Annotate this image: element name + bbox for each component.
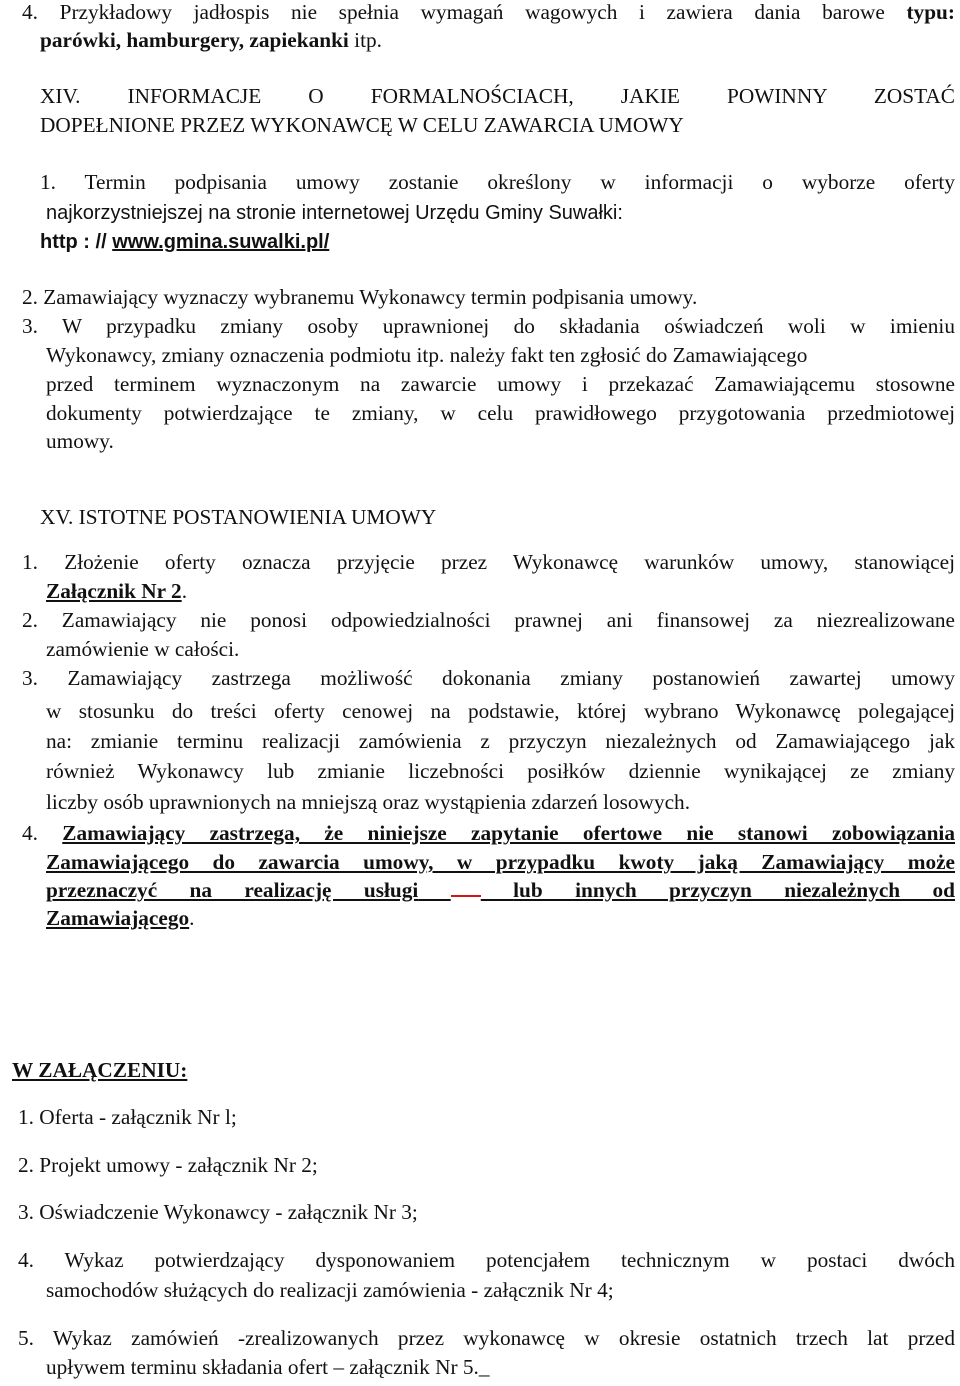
- section-xiv-item-1-line-1: 1. Termin podpisania umowy zostanie określony w informacji o wyborze oferty: [40, 170, 955, 194]
- section-xiv-item-3-line-1: 3. W przypadku zmiany osoby uprawnionej do składania oświadczeń woli w imieniu: [22, 314, 955, 338]
- section-xv-item-1-line-1: 1. Złożenie oferty oznacza przyjęcie przez Wykonawcę warunków umowy, stanowiącej: [22, 550, 955, 574]
- section-xiv-item-3-line-4: dokumenty potwierdzające te zmiany, w celu prawidłowego przygotowania przedmiotowej: [46, 401, 955, 425]
- section-xiv-heading-line-2: DOPEŁNIONE PRZEZ WYKONAWCĘ W CELU ZAWARCIA UMOWY: [40, 113, 684, 137]
- section-xv-item-3-line-4: również Wykonawcy lub zmianie liczebności posiłków dziennie wynikającej ze zmiany: [46, 759, 955, 783]
- section-xv-item-4-line-2: Zamawiającego do zawarcia umowy, w przypadku kwoty jaką Zamawiający może: [46, 850, 955, 874]
- section-xiv-item-3-line-2: Wykonawcy, zmiany oznaczenia podmiotu itp. należy fakt ten zgłosić do Zamawiającego: [46, 343, 808, 367]
- section-xiv-item-2: 2. Zamawiający wyznaczy wybranemu Wykonawcy termin podpisania umowy.: [22, 285, 698, 309]
- section-xv-item-2-line-1: 2. Zamawiający nie ponosi odpowiedzialności prawnej ani finansowej za niezrealizowane: [22, 608, 955, 632]
- section-xv-item-4-line-1: 4. Zamawiający zastrzega, że niniejsze zapytanie ofertowe nie stanowi zobowiązania: [22, 821, 956, 845]
- section-xv-item-1-line-2: Załącznik Nr 2.: [46, 579, 188, 603]
- attachment-item-4-line-1: 4. Wykaz potwierdzający dysponowaniem potencjałem technicznym w postaci dwóch: [18, 1248, 955, 1272]
- section-xv-item-3-line-5: liczby osób uprawnionych na mniejszą oraz wystąpienia zdarzeń losowych.: [46, 790, 691, 814]
- gmina-website-link[interactable]: www.gmina.suwalki.pl/: [112, 231, 330, 253]
- section-xiv-item-3-line-3: przed terminem wyznaczonym na zawarcie umowy i przekazać Zamawiającemu stosowne: [46, 372, 955, 396]
- section-xv-item-2-line-2: zamówienie w całości.: [46, 637, 240, 661]
- attachment-2-reference: Załącznik Nr 2: [46, 579, 182, 603]
- section-xv-item-4-line-3: przeznaczyć na realizację usługi lub innych przyczyn niezależnych od: [46, 878, 956, 902]
- section-xv-item-3-line-2: w stosunku do treści oferty cenowej na podstawie, której wybrano Wykonawcę polegającej: [46, 699, 955, 723]
- section-xv-item-3-line-1: 3. Zamawiający zastrzega możliwość dokonania zmiany postanowień zawartej umowy: [22, 666, 955, 690]
- section-xv-item-3-line-3: na: zmianie terminu realizacji zamówienia z przyczyn niezależnych od Zamawiającego jak: [46, 729, 955, 753]
- section-xiv-heading-line-1: XIV. INFORMACJE O FORMALNOŚCIACH, JAKIE POWINNY ZOSTAĆ: [40, 84, 955, 108]
- menu-requirement-line-2: parówki, hamburgery, zapiekanki itp.: [40, 28, 382, 52]
- menu-requirement-line-1: 4. Przykładowy jadłospis nie spełnia wymagań wagowych i zawiera dania barowe typu:: [22, 0, 955, 24]
- attachment-item-3: 3. Oświadczenie Wykonawcy - załącznik Nr 3;: [18, 1200, 418, 1224]
- section-xiv-item-1-url-line: http : // www.gmina.suwalki.pl/: [40, 231, 330, 253]
- bold-text: parówki, hamburgery, zapiekanki: [40, 28, 349, 52]
- section-xv-heading: XV. ISTOTNE POSTANOWIENIA UMOWY: [40, 505, 437, 529]
- attachments-heading: W ZAŁĄCZENIU:: [12, 1058, 188, 1082]
- section-xiv-item-1-line-2: najkorzystniejszej na stronie internetowej Urzędu Gminy Suwałki:: [46, 202, 623, 224]
- attachment-item-4-line-2: samochodów służących do realizacji zamówienia - załącznik Nr 4;: [46, 1278, 614, 1302]
- red-underline-mark: [451, 895, 481, 897]
- attachment-item-2: 2. Projekt umowy - załącznik Nr 2;: [18, 1153, 318, 1177]
- attachment-item-5-line-1: 5. Wykaz zamówień -zrealizowanych przez wykonawcę w okresie ostatnich trzech lat przed: [18, 1326, 955, 1350]
- attachment-item-5-line-2: upływem terminu składania ofert – załącznik Nr 5._: [46, 1355, 490, 1379]
- section-xiv-item-3-line-5: umowy.: [46, 429, 114, 453]
- attachment-item-1: 1. Oferta - załącznik Nr l;: [18, 1105, 237, 1129]
- bold-text: typu:: [906, 0, 955, 24]
- section-xv-item-4-line-4: Zamawiającego.: [46, 906, 195, 930]
